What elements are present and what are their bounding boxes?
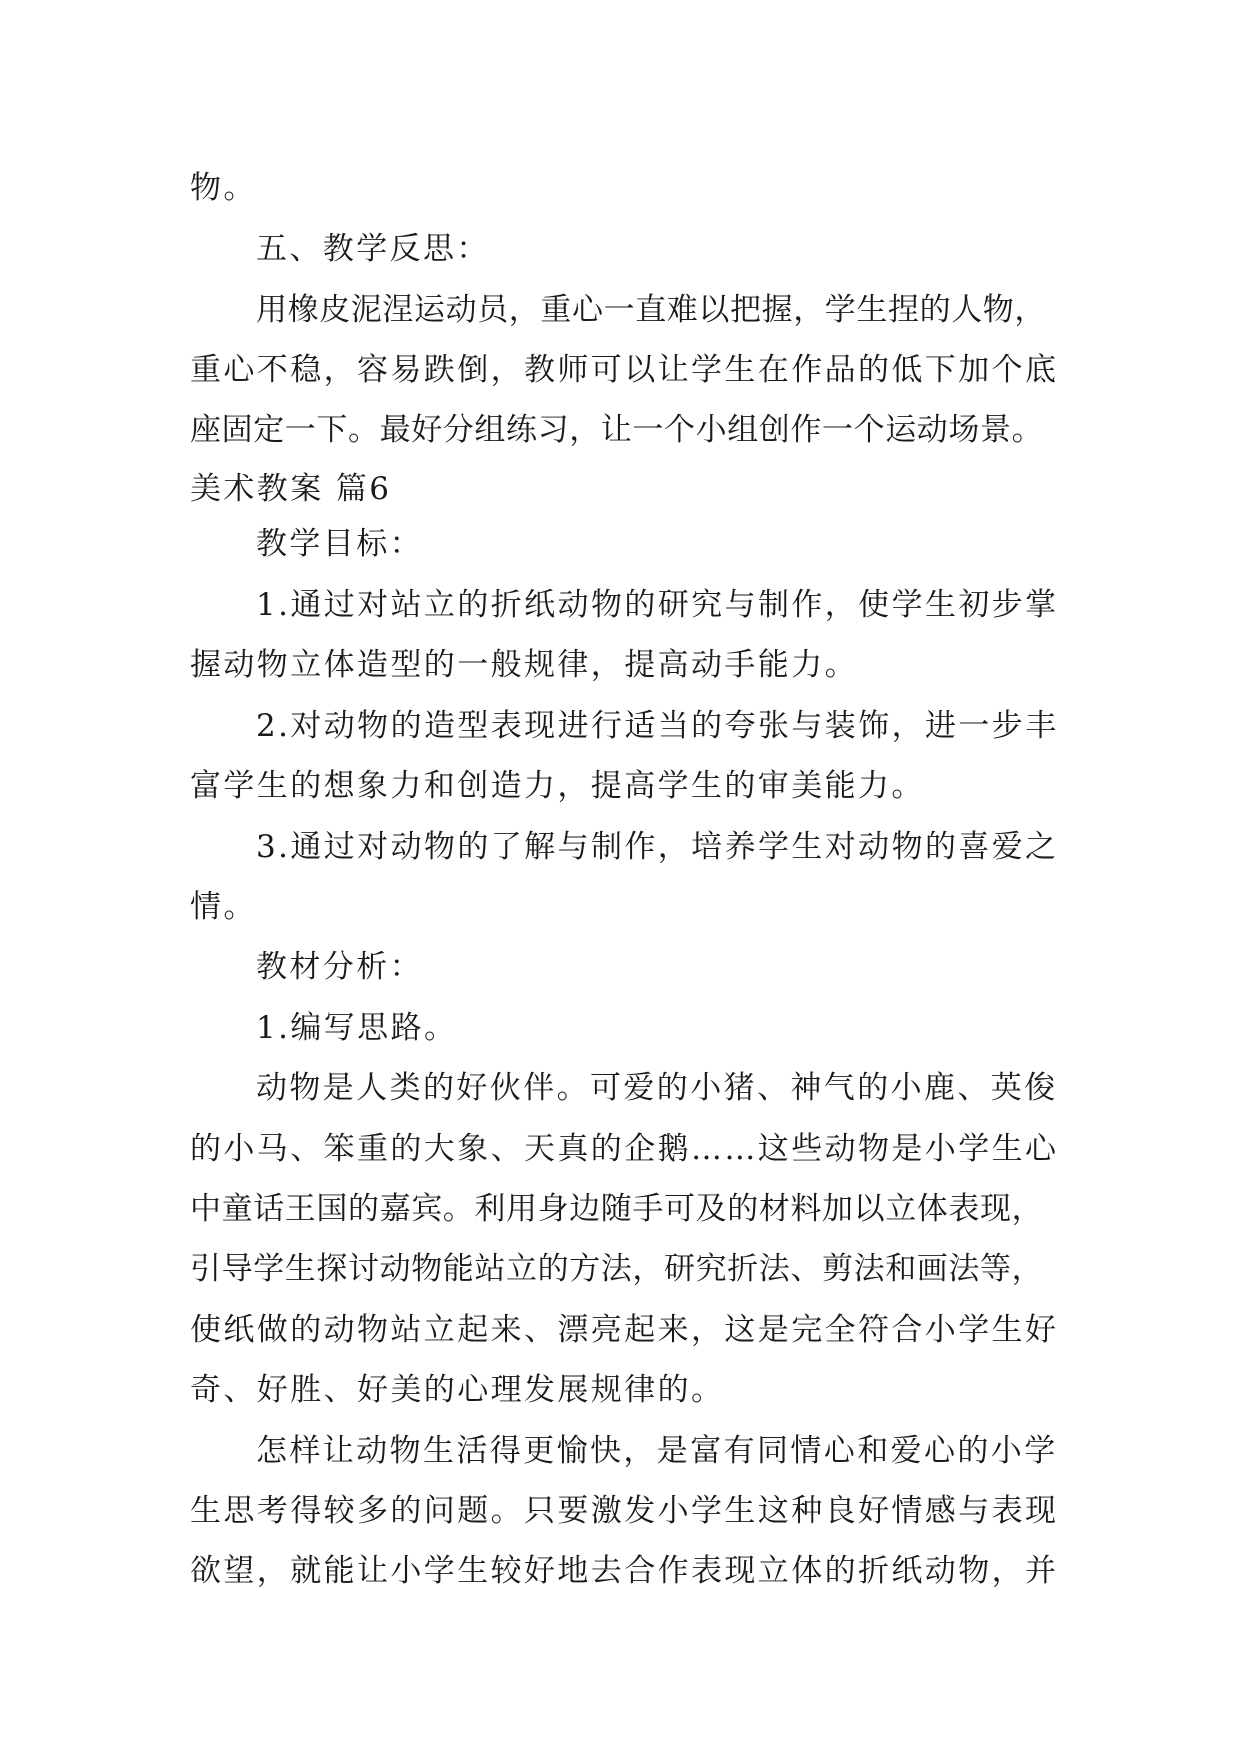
text-line: 座固定一下。最好分组练习，让一个小组创作一个运动场景。 — [190, 412, 1044, 448]
text-line: 引导学生探讨动物能站立的方法，研究折法、剪法和画法等， — [190, 1251, 1044, 1287]
section-heading-analysis: 教材分析： — [256, 949, 423, 985]
text-line: 1.编写思路。 — [256, 1010, 458, 1046]
text-line: 的小马、笨重的大象、天真的企鹅……这些动物是小学生心 — [190, 1131, 1059, 1167]
text-line: 动物是人类的好伙伴。可爱的小猪、神气的小鹿、英俊 — [256, 1070, 1058, 1106]
text-line: 物。 — [190, 170, 257, 206]
text-line: 1.通过对站立的折纸动物的研究与制作，使学生初步掌 — [256, 587, 1059, 623]
text-line: 生思考得较多的问题。只要激发小学生这种良好情感与表现 — [190, 1493, 1059, 1529]
text-line: 2.对动物的造型表现进行适当的夸张与装饰，进一步丰 — [256, 708, 1059, 744]
section-heading-objectives: 教学目标： — [256, 526, 423, 562]
text-line: 用橡皮泥涅运动员，重心一直难以把握，学生捏的人物， — [256, 292, 1046, 328]
section-heading-reflection: 五、教学反思： — [256, 231, 490, 267]
text-line: 富学生的想象力和创造力，提高学生的审美能力。 — [190, 768, 925, 804]
text-line: 情。 — [190, 889, 257, 925]
text-line: 3.通过对动物的了解与制作，培养学生对动物的喜爱之 — [256, 829, 1059, 865]
text-line: 奇、好胜、好美的心理发展规律的。 — [190, 1372, 725, 1408]
text-line: 怎样让动物生活得更愉快，是富有同情心和爱心的小学 — [256, 1433, 1058, 1469]
document-title: 美术教案 篇6 — [190, 471, 392, 507]
text-line: 重心不稳，容易跌倒，教师可以让学生在作品的低下加个底 — [190, 352, 1059, 388]
text-line: 欲望，就能让小学生较好地去合作表现立体的折纸动物，并 — [190, 1553, 1059, 1589]
text-line: 使纸做的动物站立起来、漂亮起来，这是完全符合小学生好 — [190, 1312, 1059, 1348]
text-line: 中童话王国的嘉宾。利用身边随手可及的材料加以立体表现， — [190, 1191, 1044, 1227]
text-line: 握动物立体造型的一般规律，提高动手能力。 — [190, 647, 858, 683]
